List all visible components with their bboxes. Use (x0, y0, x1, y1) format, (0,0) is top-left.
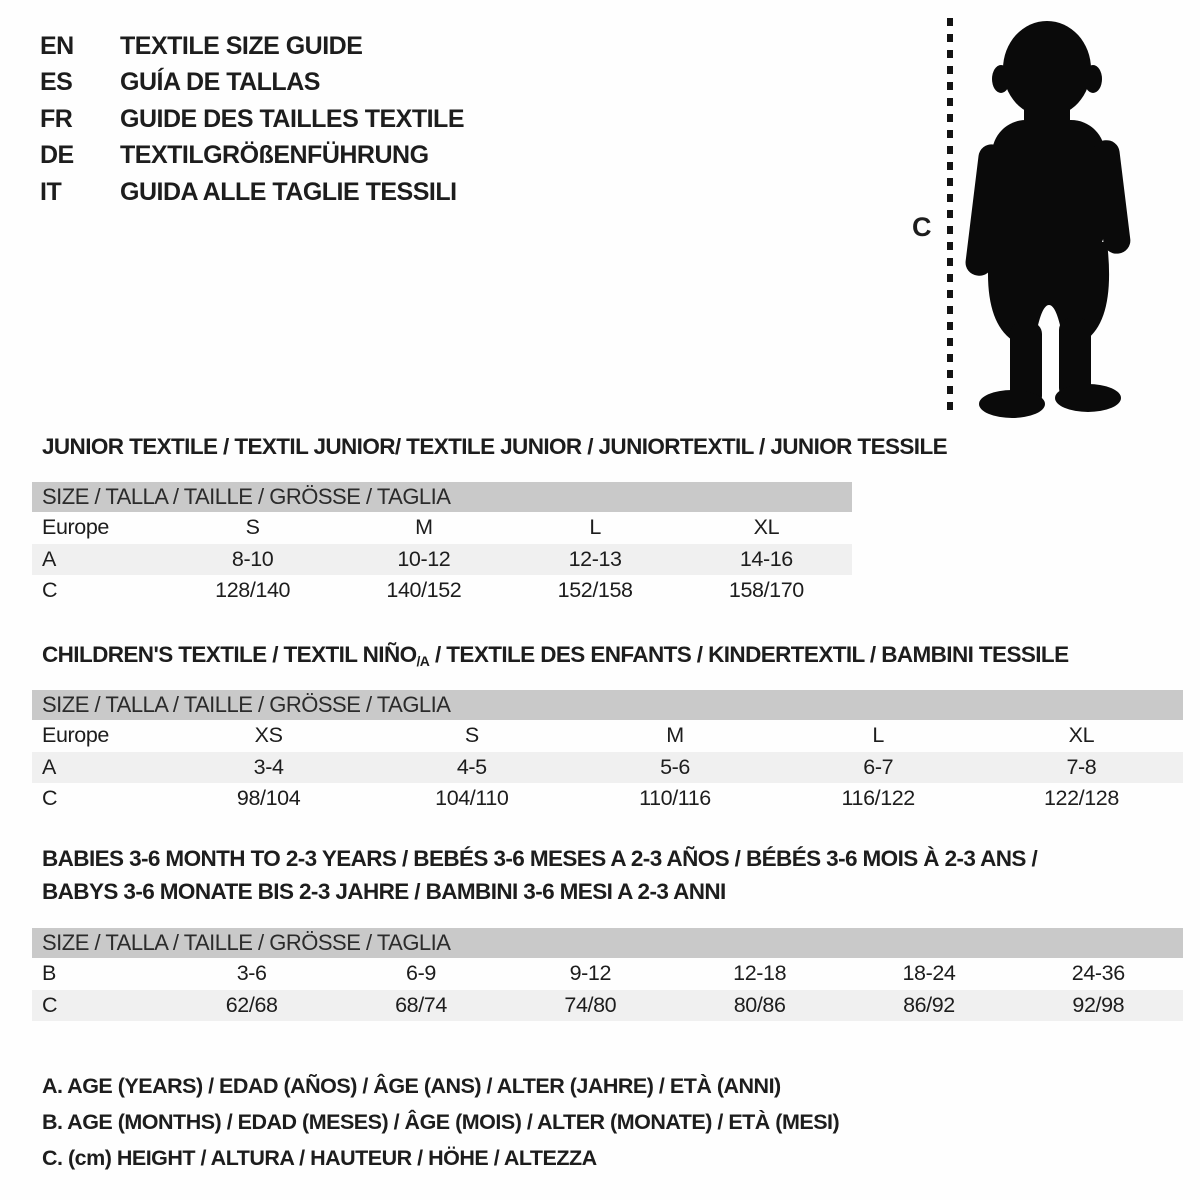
children-title-suffix: / TEXTILE DES ENFANTS / KINDERTEXTIL / BAMBINI TESSILE (429, 642, 1069, 667)
legend-block (42, 1068, 839, 1176)
language-row (40, 138, 464, 175)
language-code: IT (40, 177, 62, 206)
size-cell: 5-6 (660, 754, 690, 779)
children-title-prefix: CHILDREN'S TEXTILE / TEXTIL NIÑO (42, 642, 417, 667)
language-code: FR (40, 104, 73, 133)
size-cell: 10-12 (397, 546, 451, 571)
guide-title: GUIDA ALLE TAGLIE TESSILI (120, 177, 457, 206)
row-label: A (42, 754, 56, 779)
table-row (32, 720, 1183, 752)
size-cell: XS (254, 723, 283, 748)
size-cell: 6-9 (406, 961, 436, 986)
row-label: C (42, 578, 58, 603)
language-row (40, 174, 464, 211)
table-row (32, 752, 1183, 784)
size-cell: 7-8 (1066, 754, 1097, 779)
babies-section-title (42, 846, 1037, 912)
size-cell: S (464, 723, 479, 748)
size-cell: 110/116 (639, 786, 711, 811)
table-row (32, 544, 852, 576)
size-cell: 18-24 (902, 961, 956, 986)
size-header-bar: SIZE / TALLA / TAILLE / GRÖSSE / TAGLIA (32, 690, 1183, 720)
size-cell: 140/152 (386, 578, 462, 603)
guide-title: GUIDE DES TAILLES TEXTILE (120, 104, 465, 133)
height-figure (898, 14, 1168, 426)
size-cell: M (415, 515, 433, 540)
size-cell: 8-10 (231, 546, 274, 571)
babies-title-line1: BABIES 3-6 MONTH TO 2-3 YEARS / BEBÉS 3-6 MESES A 2-3 AÑOS / BÉBÉS 3-6 MOIS À 2-3 ANS / (42, 846, 1038, 871)
size-cell: 4-5 (456, 754, 487, 779)
size-cell: 122/128 (1043, 786, 1119, 811)
size-cell: 128/140 (215, 578, 291, 603)
size-cell: 12-13 (568, 546, 622, 571)
children-size-table (32, 690, 1183, 815)
row-label: C (42, 786, 58, 811)
size-cell: 3-4 (253, 754, 284, 779)
size-cell: 158/170 (728, 578, 804, 603)
junior-section-title: JUNIOR TEXTILE / TEXTIL JUNIOR/ TEXTILE JUNIOR / JUNIORTEXTIL / JUNIOR TESSILE (42, 434, 947, 459)
row-label: Europe (42, 723, 109, 748)
size-cell: 12-18 (733, 961, 787, 986)
language-code: DE (40, 141, 74, 170)
table-row (32, 575, 852, 607)
height-measure-label: C (912, 212, 932, 242)
height-measure-line (947, 18, 953, 418)
size-cell: L (589, 515, 601, 540)
junior-size-table (32, 482, 852, 607)
guide-title: GUÍA DE TALLAS (120, 68, 320, 97)
row-label: B (42, 961, 56, 986)
size-cell: XL (753, 515, 780, 540)
size-cell: 104/110 (435, 786, 509, 811)
language-code: EN (40, 31, 74, 60)
size-cell: 92/98 (1072, 992, 1125, 1017)
size-cell: 14-16 (739, 546, 793, 571)
guide-title: TEXTILGRÖßENFÜHRUNG (120, 141, 429, 170)
children-title-sub: /A (416, 653, 430, 669)
language-title-block (40, 28, 464, 211)
size-cell: 80/86 (733, 992, 786, 1017)
table-row (32, 783, 1183, 815)
size-cell: 24-36 (1071, 961, 1125, 986)
legend-item-b: B. AGE (MONTHS) / EDAD (MESES) / ÂGE (MOIS) / ALTER (MONATE) / ETÀ (MESI) (42, 1109, 840, 1134)
children-section-title (42, 642, 1068, 669)
size-cell: 152/158 (557, 578, 633, 603)
babies-title-line2: BABYS 3-6 MONATE BIS 2-3 JAHRE / BAMBINI 3-6 MESI A 2-3 ANNI (42, 879, 726, 904)
size-cell: 68/74 (395, 992, 447, 1017)
row-label: C (42, 992, 58, 1017)
legend-item-c: C. (cm) HEIGHT / ALTURA / HAUTEUR / HÖHE / ALTEZZA (42, 1145, 597, 1170)
legend-item-a: A. AGE (YEARS) / EDAD (AÑOS) / ÂGE (ANS) / ALTER (JAHRE) / ETÀ (ANNI) (42, 1073, 781, 1098)
size-cell: 74/80 (564, 992, 617, 1017)
size-cell: 86/92 (903, 992, 955, 1017)
guide-title: TEXTILE SIZE GUIDE (120, 31, 363, 60)
babies-size-table (32, 928, 1183, 1021)
language-code: ES (40, 68, 73, 97)
size-cell: L (872, 723, 884, 748)
row-label: A (42, 546, 56, 571)
size-cell: 116/122 (841, 786, 915, 811)
size-cell: 3-6 (236, 961, 267, 986)
table-row (32, 990, 1183, 1022)
table-row (32, 512, 852, 544)
size-cell: S (245, 515, 260, 540)
language-row (40, 28, 464, 65)
size-cell: 62/68 (225, 992, 278, 1017)
size-header-bar: SIZE / TALLA / TAILLE / GRÖSSE / TAGLIA (32, 482, 852, 512)
size-header-bar: SIZE / TALLA / TAILLE / GRÖSSE / TAGLIA (32, 928, 1183, 958)
language-row (40, 101, 464, 138)
size-cell: 98/104 (236, 786, 301, 811)
toddler-silhouette-icon (960, 16, 1138, 422)
size-cell: M (666, 723, 684, 748)
language-row (40, 65, 464, 102)
size-cell: XL (1068, 723, 1095, 748)
row-label: Europe (42, 515, 109, 540)
table-row (32, 958, 1183, 990)
size-cell: 9-12 (569, 961, 612, 986)
size-cell: 6-7 (863, 754, 894, 779)
